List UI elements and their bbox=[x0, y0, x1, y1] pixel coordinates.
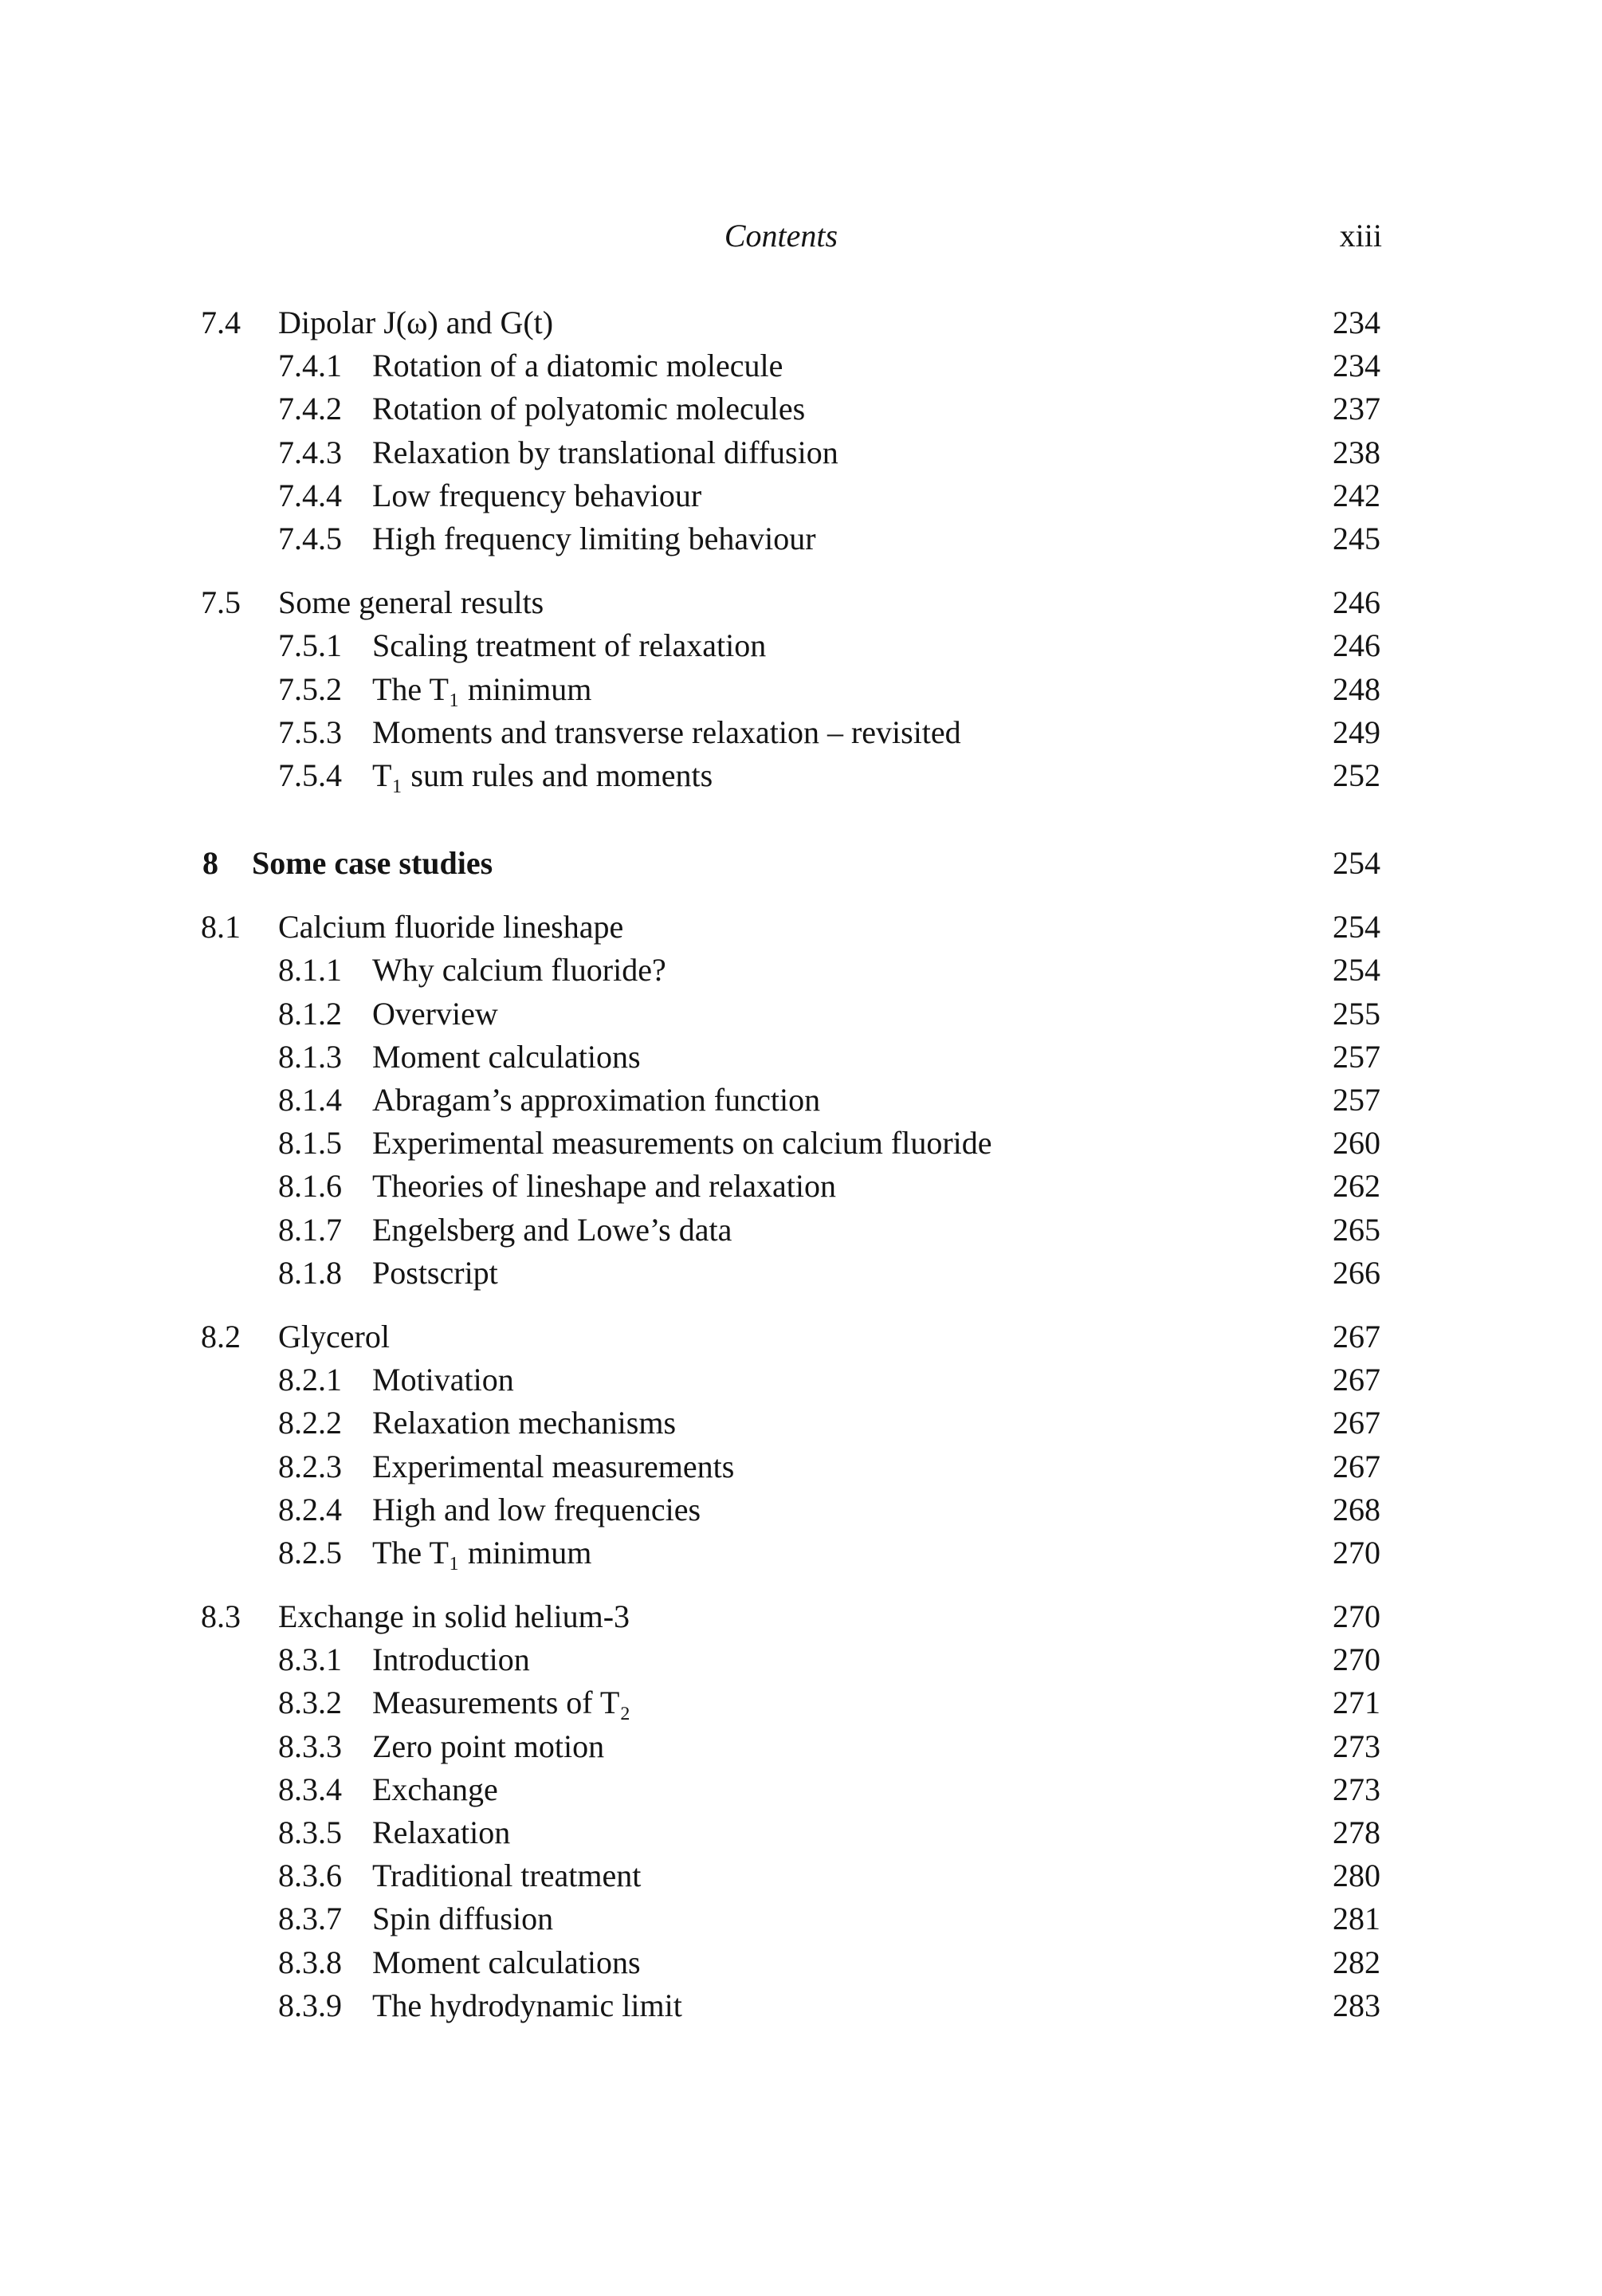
chapter-title: Some case studies bbox=[252, 845, 493, 882]
subsection-title: Motivation bbox=[372, 1362, 514, 1398]
toc-subsection bbox=[201, 1638, 1380, 1681]
toc-subsection bbox=[201, 431, 1380, 474]
subsection-number: 8.2.4 bbox=[278, 1491, 342, 1527]
subsection-title: High and low frequencies bbox=[372, 1491, 701, 1527]
toc-subsection bbox=[201, 1122, 1380, 1165]
subsection-number: 8.3.8 bbox=[278, 1944, 342, 1980]
toc-subsection bbox=[201, 1402, 1380, 1445]
subsection-title: Zero point motion bbox=[372, 1728, 605, 1764]
page-ref: 248 bbox=[1333, 670, 1380, 707]
spacer bbox=[201, 1575, 1380, 1595]
page-ref: 265 bbox=[1333, 1211, 1380, 1248]
subsection-title: Relaxation bbox=[372, 1814, 511, 1850]
toc-subsection bbox=[201, 1984, 1380, 2027]
toc-section bbox=[201, 1595, 1380, 1638]
toc-subsection bbox=[201, 1725, 1380, 1768]
toc-subsection bbox=[201, 1811, 1380, 1854]
subsection-number: 8.1.3 bbox=[278, 1038, 342, 1075]
page-ref: 238 bbox=[1333, 434, 1380, 470]
page-ref: 267 bbox=[1333, 1405, 1380, 1441]
toc-chapter bbox=[201, 842, 1380, 885]
running-title: Contents bbox=[724, 218, 838, 254]
subsection-number: 8.1.6 bbox=[278, 1168, 342, 1205]
subsection-number: 7.4.5 bbox=[278, 520, 342, 556]
page-ref: 246 bbox=[1333, 584, 1380, 621]
subsection-title: Postscript bbox=[372, 1254, 498, 1291]
page-ref: 254 bbox=[1333, 845, 1380, 882]
page-ref: 270 bbox=[1333, 1598, 1380, 1635]
subsection-title: Scaling treatment of relaxation bbox=[372, 627, 767, 664]
page-ref: 268 bbox=[1333, 1491, 1380, 1527]
page-ref: 267 bbox=[1333, 1362, 1380, 1398]
page-ref: 260 bbox=[1333, 1125, 1380, 1162]
page-ref: 270 bbox=[1333, 1641, 1380, 1678]
page-ref: 262 bbox=[1333, 1168, 1380, 1205]
subsection-number: 7.4.2 bbox=[278, 391, 342, 427]
page-ref: 242 bbox=[1333, 477, 1380, 513]
toc-subsection bbox=[201, 1079, 1380, 1122]
toc-subsection bbox=[201, 711, 1380, 754]
subsection-number: 8.2.3 bbox=[278, 1448, 342, 1484]
subsection-title: The T₁ minimum bbox=[372, 670, 592, 707]
toc-subsection bbox=[201, 474, 1380, 517]
toc-subsection bbox=[201, 1681, 1380, 1724]
section-title: Exchange in solid helium-3 bbox=[278, 1598, 630, 1635]
subsection-title: Theories of lineshape and relaxation bbox=[372, 1168, 836, 1205]
section-title: Dipolar J(ω) and G(t) bbox=[278, 305, 554, 340]
page-ref: 252 bbox=[1333, 757, 1380, 793]
spacer bbox=[201, 560, 1380, 581]
subsection-title: Measurements of T₂ bbox=[372, 1685, 631, 1721]
toc-subsection bbox=[201, 1897, 1380, 1940]
toc-section bbox=[201, 906, 1380, 949]
page-ref: 278 bbox=[1333, 1814, 1380, 1850]
toc-section bbox=[201, 1315, 1380, 1358]
subsection-number: 8.1.5 bbox=[278, 1125, 342, 1162]
subsection-number: 8.1.1 bbox=[278, 952, 342, 989]
page-ref: 234 bbox=[1333, 348, 1380, 384]
spacer bbox=[201, 885, 1380, 906]
page-ref: 257 bbox=[1333, 1082, 1380, 1118]
toc-subsection bbox=[201, 1358, 1380, 1402]
page-ref: 237 bbox=[1333, 391, 1380, 427]
subsection-number: 8.1.7 bbox=[278, 1211, 342, 1248]
subsection-number: 8.2.2 bbox=[278, 1405, 342, 1441]
subsection-title: Spin diffusion bbox=[372, 1901, 554, 1937]
page-ref: 273 bbox=[1333, 1728, 1380, 1764]
spacer bbox=[201, 797, 1380, 842]
subsection-title: T₁ sum rules and moments bbox=[372, 757, 713, 793]
section-number: 8.1 bbox=[201, 909, 241, 946]
subsection-title: Abragam’s approximation function bbox=[372, 1082, 821, 1118]
toc-subsection bbox=[201, 993, 1380, 1036]
subsection-title: Why calcium fluoride? bbox=[372, 952, 666, 989]
toc-subsection bbox=[201, 1941, 1380, 1984]
subsection-title: Experimental measurements bbox=[372, 1448, 735, 1484]
page-ref: 271 bbox=[1333, 1685, 1380, 1721]
page-ref: 257 bbox=[1333, 1038, 1380, 1075]
page-ref: 283 bbox=[1333, 1987, 1380, 2023]
toc-subsection bbox=[201, 949, 1380, 992]
toc-subsection bbox=[201, 387, 1380, 431]
page-ref: 246 bbox=[1333, 627, 1380, 664]
subsection-number: 8.3.3 bbox=[278, 1728, 342, 1764]
section-number: 8.3 bbox=[201, 1598, 241, 1635]
page-ref: 273 bbox=[1333, 1771, 1380, 1807]
subsection-title: Rotation of polyatomic molecules bbox=[372, 391, 806, 427]
section-number: 7.4 bbox=[201, 305, 241, 340]
subsection-title: Relaxation mechanisms bbox=[372, 1405, 677, 1441]
subsection-number: 7.5.3 bbox=[278, 714, 342, 750]
page-ref: 266 bbox=[1333, 1254, 1380, 1291]
page-ref: 234 bbox=[1333, 305, 1380, 340]
table-of-contents bbox=[201, 301, 1380, 2027]
subsection-number: 8.3.6 bbox=[278, 1858, 342, 1894]
toc-subsection bbox=[201, 517, 1380, 560]
page-ref: 255 bbox=[1333, 995, 1380, 1032]
subsection-title: Engelsberg and Lowe’s data bbox=[372, 1211, 732, 1248]
section-title: Calcium fluoride lineshape bbox=[278, 909, 624, 946]
subsection-number: 8.3.5 bbox=[278, 1814, 342, 1850]
toc-subsection bbox=[201, 1531, 1380, 1575]
page-ref: 254 bbox=[1333, 909, 1380, 946]
toc-section bbox=[201, 301, 1380, 344]
toc-subsection bbox=[201, 624, 1380, 667]
subsection-title: Rotation of a diatomic molecule bbox=[372, 348, 783, 384]
subsection-number: 8.1.2 bbox=[278, 995, 342, 1032]
subsection-title: Moment calculations bbox=[372, 1038, 641, 1075]
subsection-number: 7.5.1 bbox=[278, 627, 342, 664]
subsection-title: Relaxation by translational diffusion bbox=[372, 434, 838, 470]
subsection-number: 7.5.2 bbox=[278, 670, 342, 707]
subsection-title: Traditional treatment bbox=[372, 1858, 642, 1894]
toc-subsection bbox=[201, 1036, 1380, 1079]
section-title: Some general results bbox=[278, 584, 544, 621]
subsection-number: 8.3.4 bbox=[278, 1771, 342, 1807]
page-number: xiii bbox=[1339, 218, 1382, 254]
subsection-title: The T₁ minimum bbox=[372, 1534, 592, 1571]
page-ref: 249 bbox=[1333, 714, 1380, 750]
subsection-title: Low frequency behaviour bbox=[372, 477, 702, 513]
toc-section bbox=[201, 581, 1380, 624]
page-header bbox=[0, 217, 1602, 265]
page-ref: 281 bbox=[1333, 1901, 1380, 1937]
toc-subsection bbox=[201, 1854, 1380, 1897]
page-ref: 267 bbox=[1333, 1318, 1380, 1354]
section-title: Glycerol bbox=[278, 1318, 390, 1354]
subsection-title: Exchange bbox=[372, 1771, 498, 1807]
subsection-number: 8.3.1 bbox=[278, 1641, 342, 1678]
toc-subsection bbox=[201, 344, 1380, 387]
subsection-title: Introduction bbox=[372, 1641, 530, 1678]
subsection-number: 8.2.5 bbox=[278, 1534, 342, 1571]
page-ref: 280 bbox=[1333, 1858, 1380, 1894]
toc-subsection bbox=[201, 754, 1380, 797]
chapter-number: 8 bbox=[202, 845, 218, 882]
subsection-number: 8.3.7 bbox=[278, 1901, 342, 1937]
subsection-number: 7.4.1 bbox=[278, 348, 342, 384]
section-number: 8.2 bbox=[201, 1318, 241, 1354]
subsection-number: 8.1.8 bbox=[278, 1254, 342, 1291]
subsection-title: Moments and transverse relaxation – revisited bbox=[372, 714, 961, 750]
subsection-number: 8.1.4 bbox=[278, 1082, 342, 1118]
page-ref: 270 bbox=[1333, 1534, 1380, 1571]
toc-subsection bbox=[201, 668, 1380, 711]
subsection-title: Overview bbox=[372, 995, 498, 1032]
subsection-title: Experimental measurements on calcium fluoride bbox=[372, 1125, 992, 1162]
page-ref: 245 bbox=[1333, 520, 1380, 556]
subsection-title: High frequency limiting behaviour bbox=[372, 520, 816, 556]
page-ref: 254 bbox=[1333, 952, 1380, 989]
subsection-number: 8.3.2 bbox=[278, 1685, 342, 1721]
subsection-title: The hydrodynamic limit bbox=[372, 1987, 682, 2023]
toc-subsection bbox=[201, 1252, 1380, 1295]
toc-subsection bbox=[201, 1209, 1380, 1252]
subsection-title: Moment calculations bbox=[372, 1944, 641, 1980]
page-ref: 267 bbox=[1333, 1448, 1380, 1484]
subsection-number: 7.5.4 bbox=[278, 757, 342, 793]
page-ref: 282 bbox=[1333, 1944, 1380, 1980]
subsection-number: 8.3.9 bbox=[278, 1987, 342, 2023]
spacer bbox=[201, 1295, 1380, 1315]
toc-subsection bbox=[201, 1445, 1380, 1488]
toc-subsection bbox=[201, 1768, 1380, 1811]
section-number: 7.5 bbox=[201, 584, 241, 621]
toc-subsection bbox=[201, 1488, 1380, 1531]
toc-subsection bbox=[201, 1165, 1380, 1208]
subsection-number: 7.4.3 bbox=[278, 434, 342, 470]
subsection-number: 7.4.4 bbox=[278, 477, 342, 513]
subsection-number: 8.2.1 bbox=[278, 1362, 342, 1398]
